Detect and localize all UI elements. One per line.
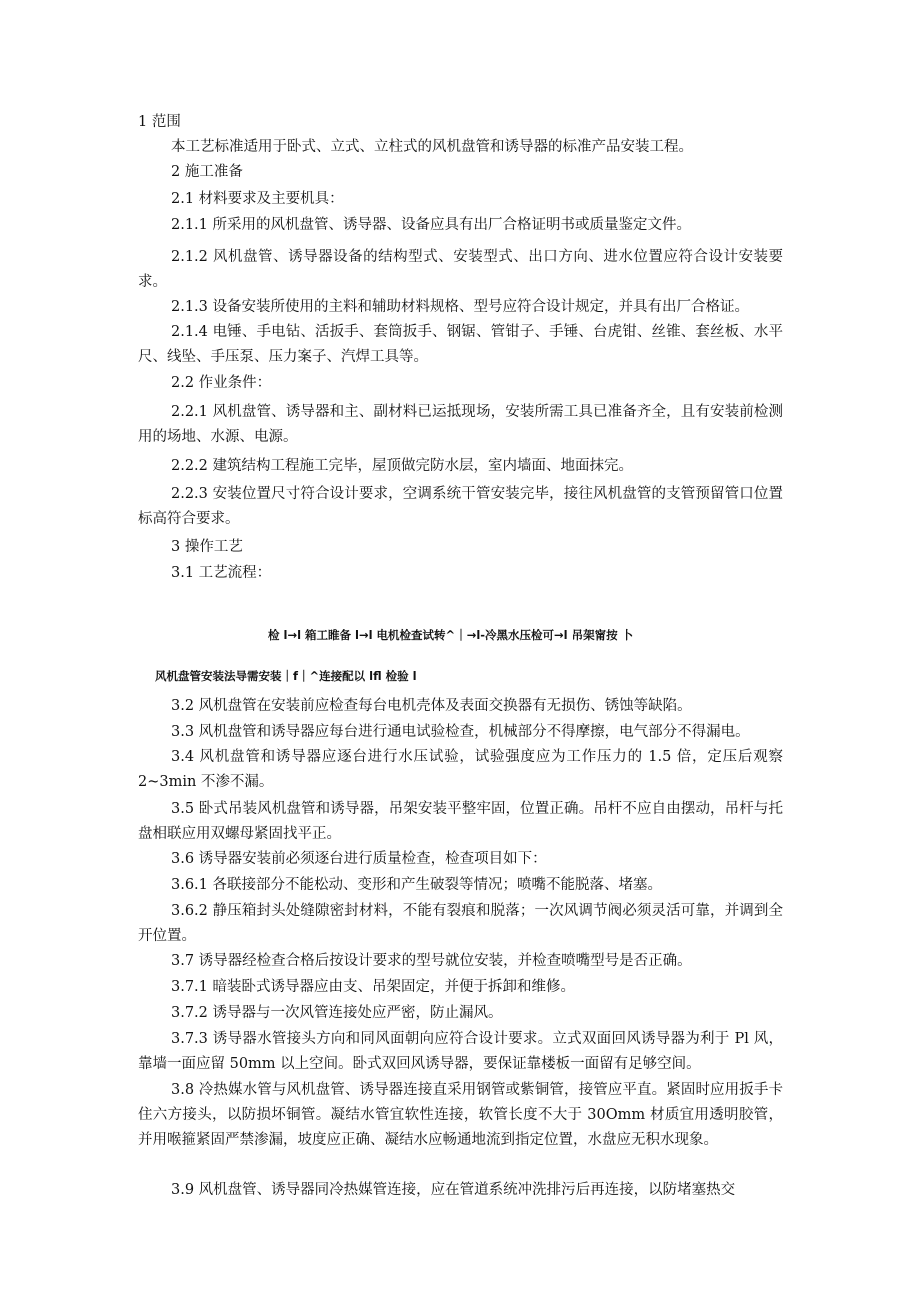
process-flow-line-1: 检 l→l 箱工睢备 l→l 电机检查试转^｜→l-冷黑水压检可→l 吊架甯按 卜 (268, 628, 634, 642)
subsection-heading: 3.1 工艺流程： (171, 565, 272, 581)
paragraph: 2.2.3 安装位置尺寸符合设计要求，空调系统干管安装完毕，接往风机盘管的支管预留管口位置标高符合要求。 (138, 486, 783, 527)
paragraph: 2.1.1 所采用的风机盘管、诱导器、设备应具有出厂合格证明书或质量鉴定文件。 (171, 217, 692, 233)
section-heading-3: 3 操作工艺 (171, 539, 243, 555)
section-heading-2: 2 施工准备 (171, 164, 243, 180)
paragraph: 3.8 冷热媒水管与风机盘管、诱导器连接直采用钢管或紫铜管，接管应平直。紧固时应用扳手卡住六方接头，以防损坏铜管。凝结水管宜软性连接，软管长度不大于 30Omm 材质宜用透明胶管，并用喉箍紧固严禁渗漏，坡度应正确、凝结水应畅通地流到指定位置，水盘应无积水现象。 (138, 1082, 783, 1148)
paragraph: 2.1.4 电锤、手电钻、活扳手、套筒扳手、钢锯、管钳子、手锤、台虎钳、丝锥、套丝板、水平尺、线坠、手压泵、压力案子、汽焊工具等。 (138, 324, 783, 365)
section-heading-1: 1 范围 (138, 114, 181, 130)
paragraph: 3.4 风机盘管和诱导器应逐台进行水压试验，试验强度应为工作压力的 1.5 倍，定压后观察 2~3min 不渗不漏。 (138, 749, 783, 790)
subsection-heading: 2.2 作业条件： (171, 375, 272, 391)
paragraph: 3.7 诱导器经检查合格后按设计要求的型号就位安装，并检查喷嘴型号是否正确。 (171, 953, 692, 969)
paragraph: 2.1.2 风机盘管、诱导器设备的结构型式、安装型式、出口方向、进水位置应符合设计安装要求。 (138, 249, 783, 290)
paragraph: 3.6.1 各联接部分不能松动、变形和产生破裂等情况；喷嘴不能脱落、堵塞。 (171, 877, 663, 893)
paragraph: 3.7.2 诱导器与一次风管连接处应严密，防止漏风。 (171, 1005, 503, 1021)
paragraph: 2.1.3 设备安装所使用的主料和辅助材料规格、型号应符合设计规定，并具有出厂合格证。 (171, 299, 749, 315)
subsection-heading: 2.1 材料要求及主要机具： (171, 191, 344, 207)
paragraph: 2.2.1 风机盘管、诱导器和主、副材料已运抵现场，安装所需工具已准备齐全，且有安装前检测用的场地、水源、电源。 (138, 404, 783, 445)
paragraph: 3.5 卧式吊装风机盘管和诱导器，吊架安装平整牢固，位置正确。吊杆不应自由摆动，吊杆与托盘相联应用双螺母紧固找平正。 (138, 801, 783, 842)
paragraph: 3.6 诱导器安装前必须逐台进行质量检查，检查项目如下： (171, 851, 547, 867)
paragraph: 3.3 风机盘管和诱导器应每台进行通电试验检查，机械部分不得摩擦，电气部分不得漏电。 (171, 724, 750, 740)
paragraph: 本工艺标准适用于卧式、立式、立柱式的风机盘管和诱导器的标准产品安装工程。 (171, 139, 693, 155)
paragraph: 3.2 风机盘管在安装前应检查每台电机壳体及表面交换器有无损伤、锈蚀等缺陷。 (171, 698, 692, 714)
paragraph: 2.2.2 建筑结构工程施工完毕，屋顶做完防水层，室内墙面、地面抹完。 (171, 458, 634, 474)
paragraph: 3.6.2 静压箱封头处缝隙密封材料，不能有裂痕和脱落；一次风调节阀必须灵活可靠，并调到全开位置。 (138, 903, 783, 944)
paragraph: 3.7.1 暗装卧式诱导器应由支、吊架固定，并便于拆卸和维修。 (171, 979, 576, 995)
paragraph: 3.7.3 诱导器水管接头方向和同风面朝向应符合设计要求。立式双面回风诱导器为利于 Pl 风，靠墙一面应留 50mm 以上空间。卧式双回风诱导器，要保证靠楼板一面留有足够空间。 (138, 1031, 783, 1072)
paragraph: 3.9 风机盘管、诱导器同冷热媒管连接，应在管道系统冲洗排污后再连接，以防堵塞热交 (171, 1182, 736, 1198)
process-flow-line-2: 风机盘管安装法导需安装｜f｜^连接配以 lfl 检验 l (155, 669, 417, 683)
